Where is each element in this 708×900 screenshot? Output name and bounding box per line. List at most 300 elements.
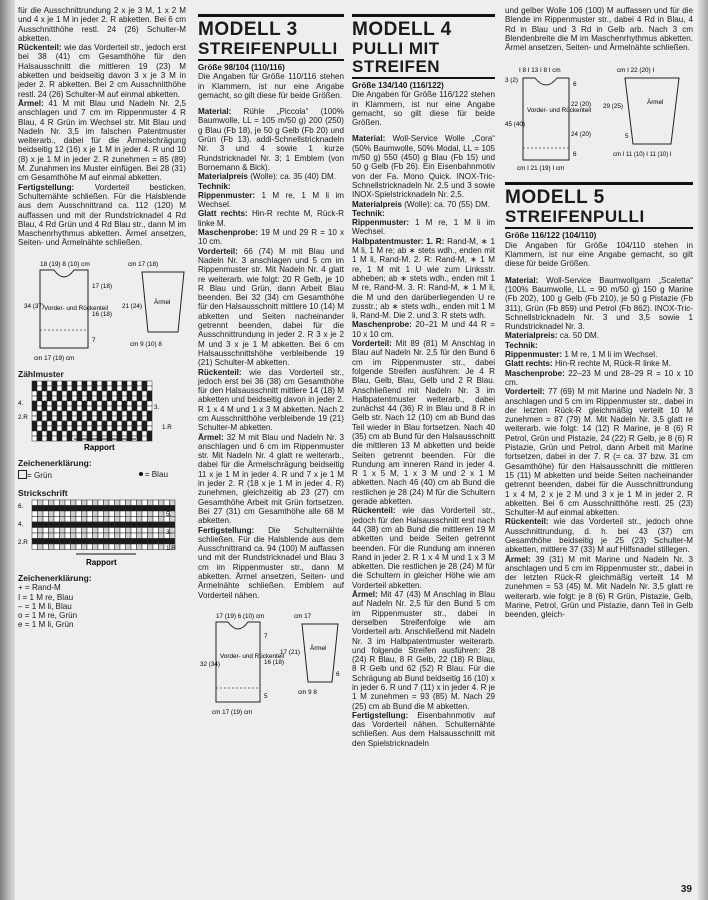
grid-cell <box>38 522 44 528</box>
grid-cell <box>87 516 93 522</box>
grid-cell <box>76 527 82 533</box>
grid-cell <box>137 527 143 533</box>
grid-cell <box>82 396 87 401</box>
grid-cell <box>38 516 44 522</box>
grid-cell <box>38 527 44 533</box>
grid-cell <box>32 522 38 528</box>
grid-cell <box>142 431 147 436</box>
col1-rueckenteil: Rückenteil: wie das Vorderteil str., jedoch erst bei 38 (41) cm Gesamthöhe für den Halsausschnitt die mittleren 19 (23) M abketten und beidseitig davon 3 x je 3 M in jeder 2. R abketten. Bei 2 cm Ausschnitthöhe restl. 24 (26) Schulter-M auf einmal abketten. <box>18 43 186 99</box>
grid-cell <box>159 544 165 550</box>
grid-cell <box>82 505 88 511</box>
grid-cell <box>159 516 165 522</box>
modell4-preis: Materialpreis (Wolle): ca. 70 (55) DM. <box>352 199 490 209</box>
grid-cell <box>127 431 132 436</box>
grid-cell <box>92 421 97 426</box>
grid-cell <box>132 421 137 426</box>
grid-cell <box>104 533 110 539</box>
grid-cell <box>37 386 42 391</box>
m3-sleeve-bottom: cm 9 8 <box>298 688 317 696</box>
ss-row-1r: 1.R <box>166 544 176 552</box>
grid-cell <box>115 527 121 533</box>
grid-cell <box>153 522 159 528</box>
grid-cell <box>76 538 82 544</box>
m4-diagram-v6: 6 <box>573 151 577 159</box>
grid-cell <box>60 505 66 511</box>
grid-cell <box>159 500 165 506</box>
modell3-glatt: Glatt rechts: Hin-R rechte M, Rück-R linke M. <box>198 209 344 228</box>
grid-cell <box>109 522 115 528</box>
modell4-fertig: Fertigstellung: Eisenbahnmotiv auf das Vorderteil nähen. Schulternähte schließen. Aus dem Halsausschnitt mit den Spielstricknadeln <box>352 710 495 748</box>
grid-cell <box>93 527 99 533</box>
modell4-halbpatent: Halbpatentmuster: 1. R: Rand-M, ∗ 1 M li, 1 M re; ab ∗ stets wdh., enden mit 1 M li, Rand-M. 2. R: Rand-M, ∗ 1 M re, 1 M mit 1 U wie zum Linksstr. abheben; ab ∗ stets wdh., enden mit 1 M re, Rand-M. 3. R: Rand-M, ∗ 1 M li, die M und den darüberliegenden U re zusstr.; ab ∗ stets wdh., enden mit 1 M li, Rand-M. Die 2. und 3. R stets wdh. <box>352 236 495 321</box>
grid-cell <box>76 533 82 539</box>
grid-cell <box>137 386 142 391</box>
grid-cell <box>62 421 67 426</box>
grid-cell <box>147 401 152 406</box>
m3-sleeve-top: cm 17 <box>294 612 312 620</box>
grid-cell <box>57 386 62 391</box>
grid-cell <box>132 401 137 406</box>
grid-cell <box>52 421 57 426</box>
grid-cell <box>32 511 38 517</box>
grid-cell <box>62 426 67 431</box>
page-number: 39 <box>680 884 692 895</box>
grid-cell <box>43 538 49 544</box>
grid-cell <box>72 381 77 386</box>
grid-cell <box>38 511 44 517</box>
modell4-subtitle-1: PULLI MIT <box>352 39 440 58</box>
grid-cell <box>72 401 77 406</box>
grid-cell <box>87 406 92 411</box>
grid-cell <box>52 431 57 436</box>
grid-cell <box>142 386 147 391</box>
grid-cell <box>142 505 148 511</box>
grid-cell <box>102 416 107 421</box>
grid-cell <box>52 381 57 386</box>
grid-cell <box>32 527 38 533</box>
grid-cell <box>71 511 77 517</box>
grid-cell <box>120 516 126 522</box>
legend-1 <box>18 470 186 480</box>
grid-cell <box>142 411 147 416</box>
col1-aermel: Ärmel: 41 M mit Blau und Nadeln Nr. 2,5 anschlagen und 7 cm im Rippenmuster 4 R Blau, 4 R Grün im Wechsel str. Mit Blau und Nadeln Nr. 3,5 im falschen Patentmuster weiterarb., dabei für die Ärmelschrägung beidseitig 12 (16) x je 1 M in jeder 4. R und 10 (8) x je 1 M in jeder 2. R zunehmen = 85 (89) M. Zunahmen ins Muster einfügen. Bei 28 (31) cm Gesamthöhe M auf einmal abketten. <box>18 98 186 183</box>
grid-cell <box>77 431 82 436</box>
grid-cell <box>112 391 117 396</box>
grid-cell <box>153 516 159 522</box>
grid-cell <box>117 401 122 406</box>
grid-cell <box>92 406 97 411</box>
grid-cell <box>32 421 37 426</box>
grid-cell <box>148 516 154 522</box>
grid-cell <box>97 431 102 436</box>
grid-cell <box>52 436 57 441</box>
grid-cell <box>142 538 148 544</box>
m3-diagram-v2: 16 (18) <box>264 658 284 666</box>
col1-diagram-inner: Vorder- und Rückenteil <box>44 304 109 312</box>
modell5-title: MODELL 5 <box>505 187 605 209</box>
grid-cell <box>62 436 67 441</box>
grid-cell <box>65 527 71 533</box>
grid-cell <box>42 411 47 416</box>
grid-cell <box>77 401 82 406</box>
grid-cell <box>93 544 99 550</box>
grid-cell <box>122 431 127 436</box>
grid-cell <box>49 527 55 533</box>
grid-cell <box>49 505 55 511</box>
modell4-schematic <box>505 64 693 172</box>
grid-cell <box>142 544 148 550</box>
grid-cell <box>93 538 99 544</box>
grid-cell <box>82 411 87 416</box>
grid-cell <box>49 516 55 522</box>
grid-cell <box>54 500 60 506</box>
grid-cell <box>43 505 49 511</box>
modell3-rippen: Rippenmuster: 1 M re, 1 M li im Wechsel. <box>198 190 344 210</box>
grid-cell <box>107 406 112 411</box>
grid-cell <box>137 538 143 544</box>
grid-cell <box>102 391 107 396</box>
m4-diagram-top: I 8 I 13 I 8 I cm <box>519 67 561 75</box>
grid-cell <box>82 527 88 533</box>
grid-cell <box>71 544 77 550</box>
grid-cell <box>126 527 132 533</box>
grid-cell <box>112 386 117 391</box>
grid-cell <box>126 533 132 539</box>
grid-cell <box>109 511 115 517</box>
grid-cell <box>98 500 104 506</box>
grid-cell <box>122 391 127 396</box>
grid-cell <box>93 511 99 517</box>
grid-cell <box>65 544 71 550</box>
grid-cell <box>93 522 99 528</box>
grid-cell <box>131 516 137 522</box>
grid-cell <box>131 538 137 544</box>
m3-diagram-v3: 32 (34) <box>200 660 220 668</box>
grid-cell <box>112 416 117 421</box>
grid-cell <box>109 527 115 533</box>
grid-cell <box>164 522 170 528</box>
grid-cell <box>97 381 102 386</box>
m4-sleeve-top: cm I 22 (20) I <box>617 67 655 75</box>
m4-sleeve-v: 5 <box>625 133 629 141</box>
grid-cell <box>32 401 37 406</box>
grid-cell <box>97 411 102 416</box>
grid-cell <box>159 538 165 544</box>
grid-cell <box>127 401 132 406</box>
modell3-technik: Technik: <box>198 181 231 191</box>
grid-cell <box>65 522 71 528</box>
grid-cell <box>47 381 52 386</box>
grid-cell <box>98 533 104 539</box>
grid-cell <box>77 421 82 426</box>
grid-cell <box>127 426 132 431</box>
grid-cell <box>112 421 117 426</box>
col1-fertigstellung: Fertigstellung: Vorderteil besticken. Schulternähte schließen. Für die Halsblende aus dem Ausschnittrand ca. 112 (120) M auffassen und mit der Rundstricknadel 4 Rd Blau, 4 Rd Grün und 4 Rd Blau str., dann M im Maschenrhythmus abketten. Ärmel ansetzen, Seiten- und Ärmelnähte schließen. <box>18 182 186 248</box>
grid-cell <box>67 416 72 421</box>
grid-cell <box>82 544 88 550</box>
column-4 <box>505 6 693 886</box>
grid-cell <box>57 406 62 411</box>
grid-cell <box>159 522 165 528</box>
grid-cell <box>43 544 49 550</box>
grid-cell <box>117 431 122 436</box>
grid-cell <box>131 500 137 506</box>
grid-cell <box>132 396 137 401</box>
grid-cell <box>147 411 152 416</box>
grid-cell <box>147 426 152 431</box>
column-2 <box>198 6 344 892</box>
grid-cell <box>87 396 92 401</box>
grid-cell <box>122 416 127 421</box>
grid-cell <box>127 396 132 401</box>
grid-cell <box>92 416 97 421</box>
grid-cell <box>87 533 93 539</box>
legend2-item: o = 1 M re, Grün <box>18 611 78 621</box>
grid-cell <box>127 406 132 411</box>
grid-cell <box>65 505 71 511</box>
grid-cell <box>98 544 104 550</box>
grid-cell <box>82 500 88 506</box>
col1-diagram-v2: 7 <box>92 336 96 344</box>
grid-cell <box>102 386 107 391</box>
grid-cell <box>60 522 66 528</box>
grid-cell <box>32 500 38 506</box>
modell4-title: MODELL 4 <box>352 19 452 40</box>
grid-cell <box>54 505 60 511</box>
modell4-ruecken: Rückenteil: wie das Vorderteil str., jedoch für den Halsausschnitt erst nach 44 (38) cm ab Bund die mittleren 19 M abketten und beide Seiten getrennt beenden. Für die Rundung am inneren Rand in jeder 2. R 1 x 4 M und 1 x 3 M abketten. Die restlichen je 28 (24) M für die Schultern in gleicher Höhe wie am Vorderteil abketten. <box>352 506 495 590</box>
modell4-header <box>352 14 495 79</box>
grid-cell <box>137 381 142 386</box>
grid-cell <box>107 381 112 386</box>
grid-cell <box>76 516 82 522</box>
grid-cell <box>102 426 107 431</box>
grid-cell <box>72 396 77 401</box>
grid-cell <box>54 538 60 544</box>
grid-cell <box>76 522 82 528</box>
m3-diagram-bottom: cm 17 (19) cm <box>212 708 253 716</box>
grid-cell <box>112 411 117 416</box>
grid-cell <box>127 421 132 426</box>
grid-cell <box>76 511 82 517</box>
grid-cell <box>42 431 47 436</box>
grid-cell <box>43 527 49 533</box>
grid-cell <box>104 538 110 544</box>
grid-cell <box>117 406 122 411</box>
grid-cell <box>52 416 57 421</box>
grid-cell <box>132 391 137 396</box>
grid-cell <box>107 426 112 431</box>
grid-cell <box>126 544 132 550</box>
legend2-item: e = 1 M li, Grün <box>18 620 74 630</box>
grid-cell <box>72 391 77 396</box>
grid-cell <box>37 406 42 411</box>
grid-cell <box>82 381 87 386</box>
grid-cell <box>67 401 72 406</box>
modell3-title: MODELL 3 <box>198 19 298 40</box>
grid-cell <box>112 426 117 431</box>
m4-diagram-v5: 24 (20) <box>571 131 591 139</box>
grid-cell <box>67 386 72 391</box>
grid-cell <box>65 533 71 539</box>
grid-cell <box>107 431 112 436</box>
grid-cell <box>57 391 62 396</box>
grid-cell <box>142 401 147 406</box>
grid-cell <box>102 411 107 416</box>
grid-cell <box>107 411 112 416</box>
grid-cell <box>57 431 62 436</box>
grid-cell <box>42 436 47 441</box>
grid-cell <box>65 511 71 517</box>
grid-cell <box>72 421 77 426</box>
grid-cell <box>148 544 154 550</box>
modell4-rippen: Rippenmuster: 1 M re, 1 M li im Wechsel. <box>352 218 495 237</box>
grid-cell <box>57 426 62 431</box>
grid-cell <box>92 426 97 431</box>
grid-cell <box>60 544 66 550</box>
grid-cell <box>38 544 44 550</box>
grid-cell <box>92 396 97 401</box>
grid-cell <box>102 421 107 426</box>
grid-cell <box>115 538 121 544</box>
grid-cell <box>87 391 92 396</box>
grid-cell <box>109 500 115 506</box>
grid-cell <box>164 500 170 506</box>
grid-cell <box>147 396 152 401</box>
m4-diagram-v3: 22 (20) <box>571 101 591 109</box>
grid-cell <box>82 386 87 391</box>
grid-cell <box>60 538 66 544</box>
zaehlmuster-grid <box>32 381 152 441</box>
modell4-material: Material: Woll-Service Wolle „Cora“ (50% Baumwolle, 50% Modal, LL = 105 m/50 g) 550 (450) g Blau (Fb 15) und 50 g Gelb (Fb 26). Ein Eisenbahnmotiv von der Fa. Mono Quick. INOX-Tric-Schnellstricknadeln Nr. 2,5 und 3 sowie INOX-Spielstricknadeln Nr. 2,5. <box>352 134 495 200</box>
grid-cell <box>97 396 102 401</box>
grid-cell <box>159 527 165 533</box>
grid-cell <box>43 533 49 539</box>
grid-cell <box>37 431 42 436</box>
grid-cell <box>104 516 110 522</box>
grid-cell <box>82 538 88 544</box>
grid-cell <box>42 421 47 426</box>
grid-cell <box>93 500 99 506</box>
grid-cell <box>115 533 121 539</box>
grid-cell <box>102 406 107 411</box>
grid-cell <box>87 527 93 533</box>
grid-cell <box>82 431 87 436</box>
m4-diagram-inner: Vorder- und Rückenteil <box>527 107 592 115</box>
grid-cell <box>148 500 154 506</box>
grid-cell <box>87 386 92 391</box>
grid-cell <box>49 511 55 517</box>
m3-sleeve-side: 17 (21) <box>280 648 300 656</box>
grid-cell <box>32 386 37 391</box>
grid-cell <box>137 421 142 426</box>
col1-sleeve-top: cm 17 (18) <box>128 260 159 268</box>
grid-cell <box>87 411 92 416</box>
grid-cell <box>60 511 66 517</box>
grid-cell <box>122 426 127 431</box>
modell4-technik: Technik: <box>352 208 385 218</box>
grid-cell <box>147 391 152 396</box>
grid-cell <box>126 500 132 506</box>
grid-cell <box>132 426 137 431</box>
grid-cell <box>32 426 37 431</box>
grid-cell <box>67 391 72 396</box>
grid-cell <box>62 411 67 416</box>
col1-diagram-v4: 34 (37) <box>24 302 44 310</box>
grid-cell <box>153 511 159 517</box>
grid-cell <box>57 411 62 416</box>
grid-cell <box>153 527 159 533</box>
grid-cell <box>170 522 176 528</box>
grid-cell <box>71 516 77 522</box>
grid-cell <box>67 431 72 436</box>
modell5-aermel: Ärmel: 39 (31) M mit Marine und Nadeln Nr. 3 anschlagen und 5 cm im Rippenmuster str., dabei in der letzten Rück-R gleichmäßig verteilt 14 M zunehmen = 53 (45) M. Mit Nadeln Nr. 3,5 glatt re weiterarb. wie folgt: je 8 (6) R Grün, Pistazie, Gelb, Marine, Petrol, Grün und Pistazie, dann Teil in Gelb beenden, gleich- <box>505 554 693 620</box>
col1-diagram-top: 18 (19) 8 (10) cm <box>40 260 90 268</box>
grid-cell <box>62 406 67 411</box>
grid-cell <box>32 391 37 396</box>
grid-cell <box>87 500 93 506</box>
grid-cell <box>137 431 142 436</box>
book-spine-shadow <box>0 0 15 900</box>
grid-cell <box>132 411 137 416</box>
grid-cell <box>127 381 132 386</box>
grid-cell <box>71 527 77 533</box>
grid-cell <box>127 386 132 391</box>
grid-cell <box>112 396 117 401</box>
grid-cell <box>122 381 127 386</box>
grid-cell <box>37 401 42 406</box>
grid-cell <box>87 381 92 386</box>
m3-diagram-v1: 7 <box>264 632 268 640</box>
grid-cell <box>98 538 104 544</box>
grid-cell <box>117 391 122 396</box>
zaehlmuster-chart <box>18 379 186 455</box>
grid-cell <box>109 544 115 550</box>
column-1 <box>18 6 186 892</box>
grid-cell <box>71 500 77 506</box>
grid-cell <box>52 406 57 411</box>
grid-cell <box>37 381 42 386</box>
column-3 <box>352 6 495 892</box>
grid-cell <box>131 544 137 550</box>
modell5-preis: Materialpreis: ca. 50 DM. <box>505 331 600 341</box>
grid-cell <box>49 522 55 528</box>
grid-cell <box>62 381 67 386</box>
grid-cell <box>60 533 66 539</box>
grid-cell <box>120 538 126 544</box>
grid-cell <box>77 411 82 416</box>
modell4-aermel: Ärmel: Mit 47 (43) M Anschlag in Blau auf Nadeln Nr. 2,5 für den Bund 5 cm im Rippenmuster str., dabei in derselben Streifenfolge wie am Vorderteil arb. Anschließend mit Nadeln Nr. 3 im Halbpatentmuster weiterarb. und folgende Streifen ausführen: 28 (24) R Blau, 8 R Gelb, 22 (18) R Blau, 8 R Gelb und 62 (52) R Blau. Für die Schrägung ab Bund beidseitig 16 (10) x in jeder 6. R und 7 (11) x in jeder 4. R je 1 M zunehmen = 93 (85) M. Nach 29 (25) cm ab Bund die M abketten. <box>352 590 495 711</box>
grid-cell <box>137 544 143 550</box>
grid-cell <box>52 426 57 431</box>
grid-cell <box>67 381 72 386</box>
grid-cell <box>127 416 132 421</box>
m4-sleeve-side: 29 (25) <box>603 103 623 111</box>
grid-cell <box>147 406 152 411</box>
grid-cell <box>120 533 126 539</box>
grid-cell <box>71 538 77 544</box>
grid-cell <box>126 538 132 544</box>
grid-cell <box>142 381 147 386</box>
col4-text-top: und gelber Wolle 106 (100) M auffassen und für die Blende im Rippenmuster str., dabei 4 Rd in Blau, 4 Rd in Blau und 3 Rd in Gelb arb. Nach 3 cm Blendenbreite die M im Maschenrhythmus abketten. Ärmel ansetzen, Seiten- und Ärmelnähte schließen. <box>505 6 693 53</box>
grid-cell <box>131 505 137 511</box>
grid-cell <box>62 396 67 401</box>
grid-cell <box>137 426 142 431</box>
ss-row-3: 3. <box>166 528 172 536</box>
grid-cell <box>52 386 57 391</box>
grid-cell <box>147 416 152 421</box>
grid-cell <box>112 406 117 411</box>
m4-diagram-v2: 6 <box>573 81 577 89</box>
